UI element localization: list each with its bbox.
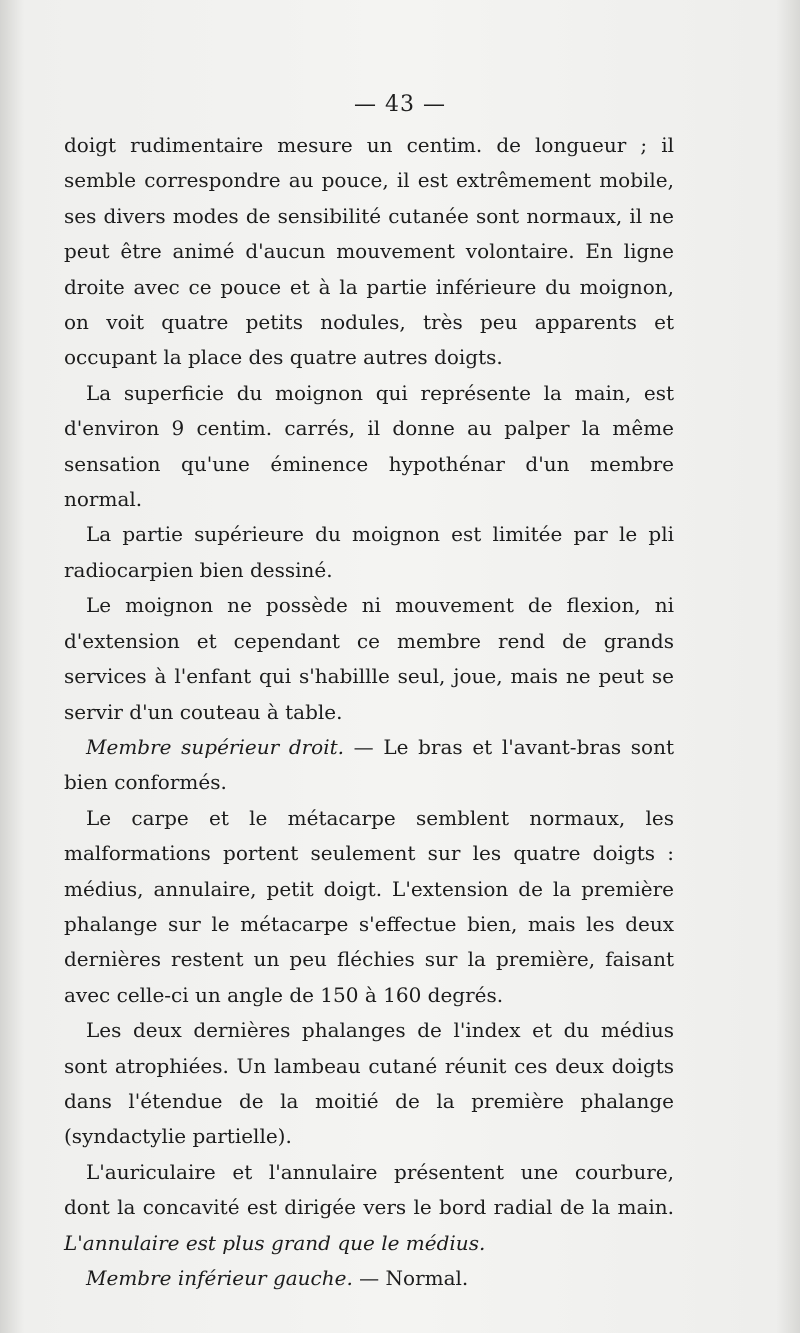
paragraph-5	[64, 730, 674, 801]
page-number: — 43 —	[354, 92, 446, 117]
paragraph-2	[64, 376, 674, 518]
paragraph-7-text: Les deux dernières phalanges de l'index et du médius sont atrophiées. Un lambeau cutané réunit ces deux doigts dans l'étendue de la moitié de la première phalange (syndactylie partielle).	[64, 1018, 674, 1149]
paragraph-3	[64, 517, 674, 588]
paragraph-9	[64, 1261, 674, 1296]
paragraph-6-text: Le carpe et le métacarpe semblent normaux, les malformations portent seulement sur les quatre doigts : médius, annulaire, petit doigt. L'extension de la première phalange sur le métacarpe s'effectue bien, mais les deux dernières restent un peu fléchies sur la première, faisant avec celle-ci un angle de 150 à 160 degrés.	[64, 805, 674, 1007]
paragraph-5-text: — Le bras et l'avant-bras sont bien conformés.	[64, 734, 674, 795]
paragraph-4	[64, 588, 674, 730]
paragraph-8-italic-note: L'annulaire est plus grand que le médius.	[64, 1230, 486, 1255]
section-heading-right-upper-limb: Membre supérieur droit.	[86, 734, 345, 759]
paragraph-6	[64, 801, 674, 1013]
section-heading-left-lower-limb: Membre inférieur gauche.	[86, 1266, 353, 1290]
paragraph-7	[64, 1013, 674, 1155]
paragraph-8	[64, 1155, 674, 1261]
paragraph-1-text: doigt rudimentaire mesure un centim. de longueur ; il semble correspondre au pouce, il est extrêmement mobile, ses divers modes de sensibilité cutanée sont normaux, il ne peut être animé d'aucun mouvement volontaire. En ligne droite avec ce pouce et à la partie inférieure du moignon, on voit quatre petits nodules, très peu apparents et occupant la place des quatre autres doigts.	[64, 133, 674, 370]
paragraph-8-text: L'auriculaire et l'annulaire présentent une courbure, dont la concavité est dirigée vers le bord radial de la main.	[64, 1159, 674, 1220]
paragraph-2-text: La superficie du moignon qui représente la main, est d'environ 9 centim. carrés, il donne au palper la même sensation qu'une éminence hypothénar d'un membre normal.	[64, 380, 674, 512]
paragraph-1	[64, 128, 674, 376]
paragraph-3-text: La partie supérieure du moignon est limitée par le pli radiocarpien bien dessiné.	[64, 522, 674, 582]
body-text	[64, 128, 674, 1296]
paragraph-9-text: — Normal.	[352, 1266, 469, 1290]
paragraph-4-text: Le moignon ne possède ni mouvement de flexion, ni d'extension et cependant ce membre rend de grands services à l'enfant qui s'habillle seul, joue, mais ne peut se servir d'un couteau à table.	[64, 593, 674, 724]
